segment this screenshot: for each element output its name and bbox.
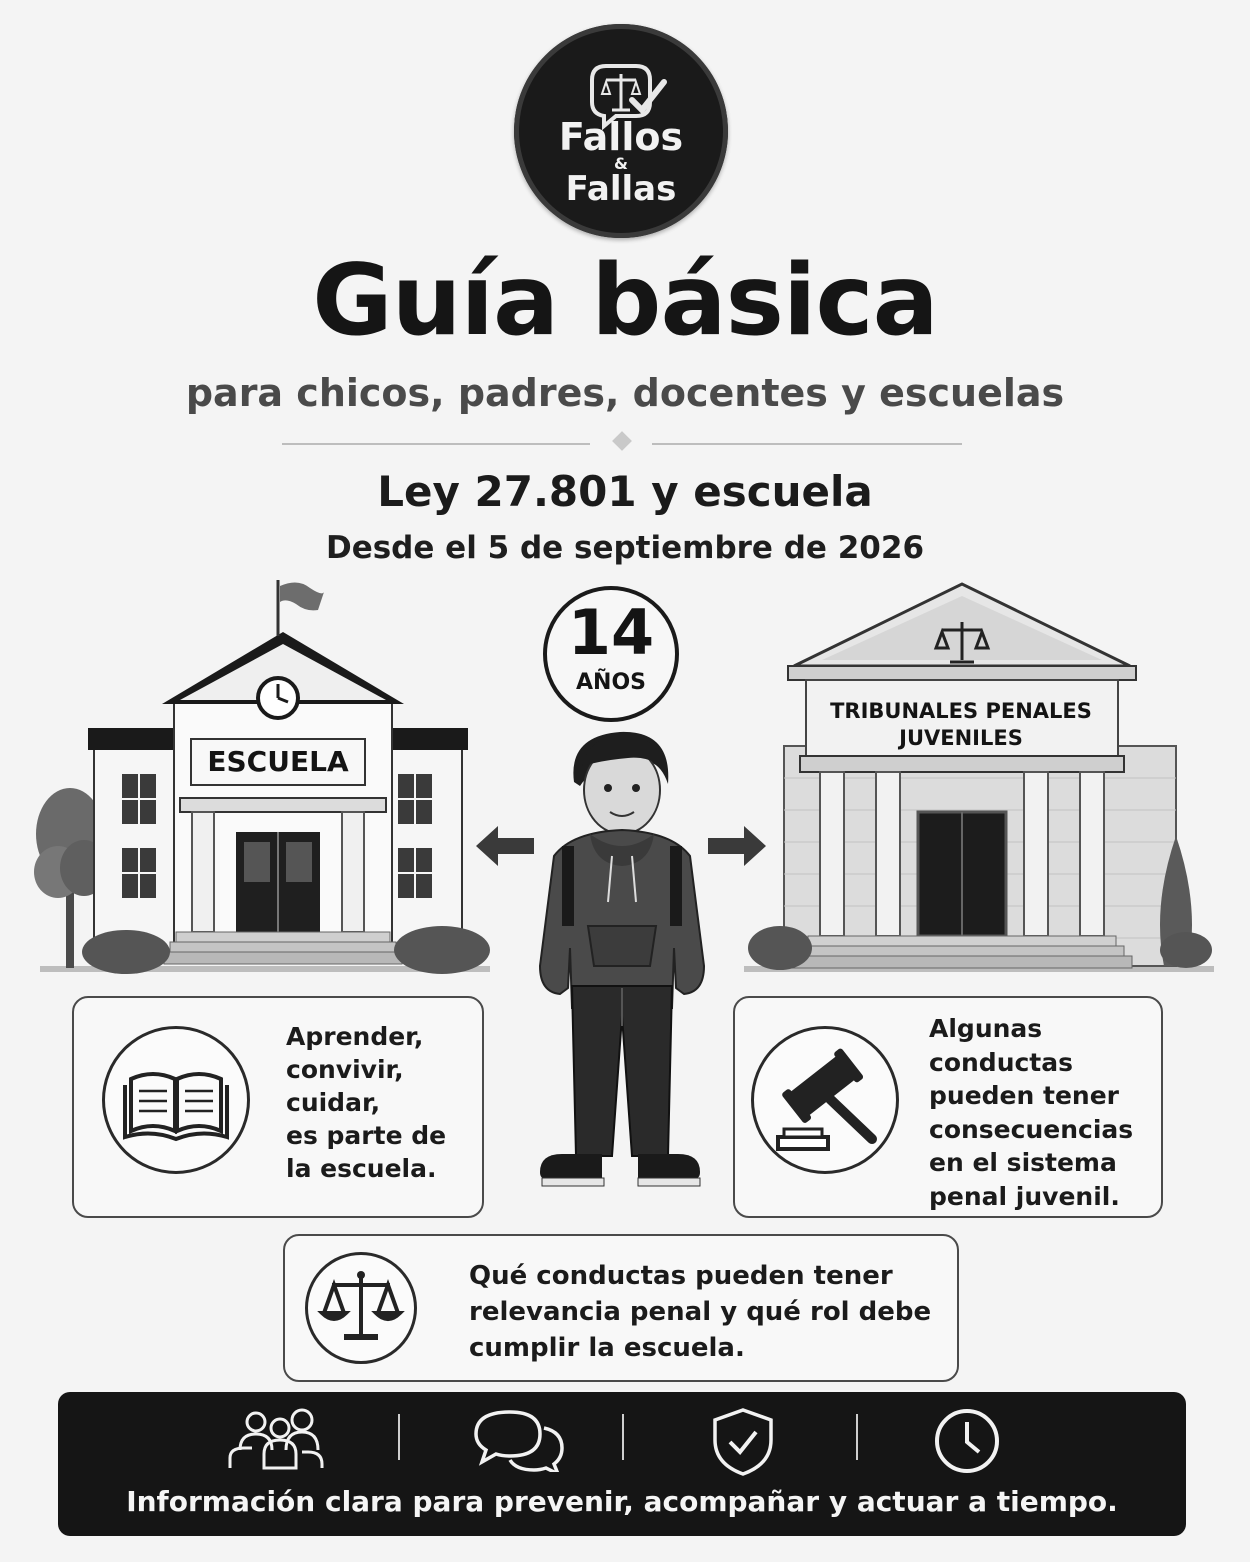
scales-icon	[305, 1252, 417, 1364]
info-card-school	[72, 996, 484, 1218]
page-title: Guía básica	[312, 244, 938, 358]
effective-date: Desde el 5 de septiembre de 2026	[325, 530, 925, 566]
info-card-scales	[283, 1234, 959, 1382]
age-label: AÑOS	[576, 670, 646, 695]
footer-separator	[398, 1414, 400, 1460]
school-sign: ESCUELA	[190, 738, 366, 786]
footer-separator	[622, 1414, 624, 1460]
info-card-consequences	[733, 996, 1163, 1218]
page-subtitle: para chicos, padres, docentes y escuelas	[185, 371, 1065, 415]
card-school-text: Aprender, convivir, cuidar, es parte de la escuela.	[286, 1022, 447, 1183]
divider-diamond	[612, 431, 632, 451]
divider-left	[282, 443, 590, 445]
teen-boy-illustration	[530, 726, 714, 1210]
age-badge	[543, 586, 679, 722]
people-group-icon	[220, 1406, 330, 1472]
logo-word-fallas: Fallas	[565, 169, 677, 209]
courthouse-illustration	[734, 578, 1216, 982]
footer-separator	[856, 1414, 858, 1460]
court-sign: TRIBUNALES PENALES JUVENILES	[830, 699, 1092, 750]
age-number: 14	[567, 596, 655, 669]
fallos-fallas-logo	[514, 24, 728, 238]
logo-word-fallos: Fallos	[558, 115, 684, 159]
card-scales-text: Qué conductas pueden tener relevancia penal y qué rol debe cumplir la escuela.	[469, 1261, 932, 1363]
chat-bubbles-icon	[470, 1408, 566, 1472]
logo-ampersand: &	[614, 154, 628, 173]
divider-right	[652, 443, 962, 445]
shield-check-icon	[710, 1406, 776, 1476]
open-book-icon	[102, 1026, 250, 1174]
law-heading: Ley 27.801 y escuela	[377, 467, 873, 516]
arrow-left-icon	[474, 824, 538, 868]
footer-banner	[58, 1392, 1186, 1536]
clock-icon	[932, 1406, 1002, 1476]
gavel-icon	[751, 1026, 899, 1174]
card-consequences-text: Algunas conductas pueden tener consecuencias en el sistema penal juvenil.	[929, 1014, 1134, 1211]
footer-tagline: Información clara para prevenir, acompañar y actuar a tiempo.	[126, 1485, 1118, 1518]
